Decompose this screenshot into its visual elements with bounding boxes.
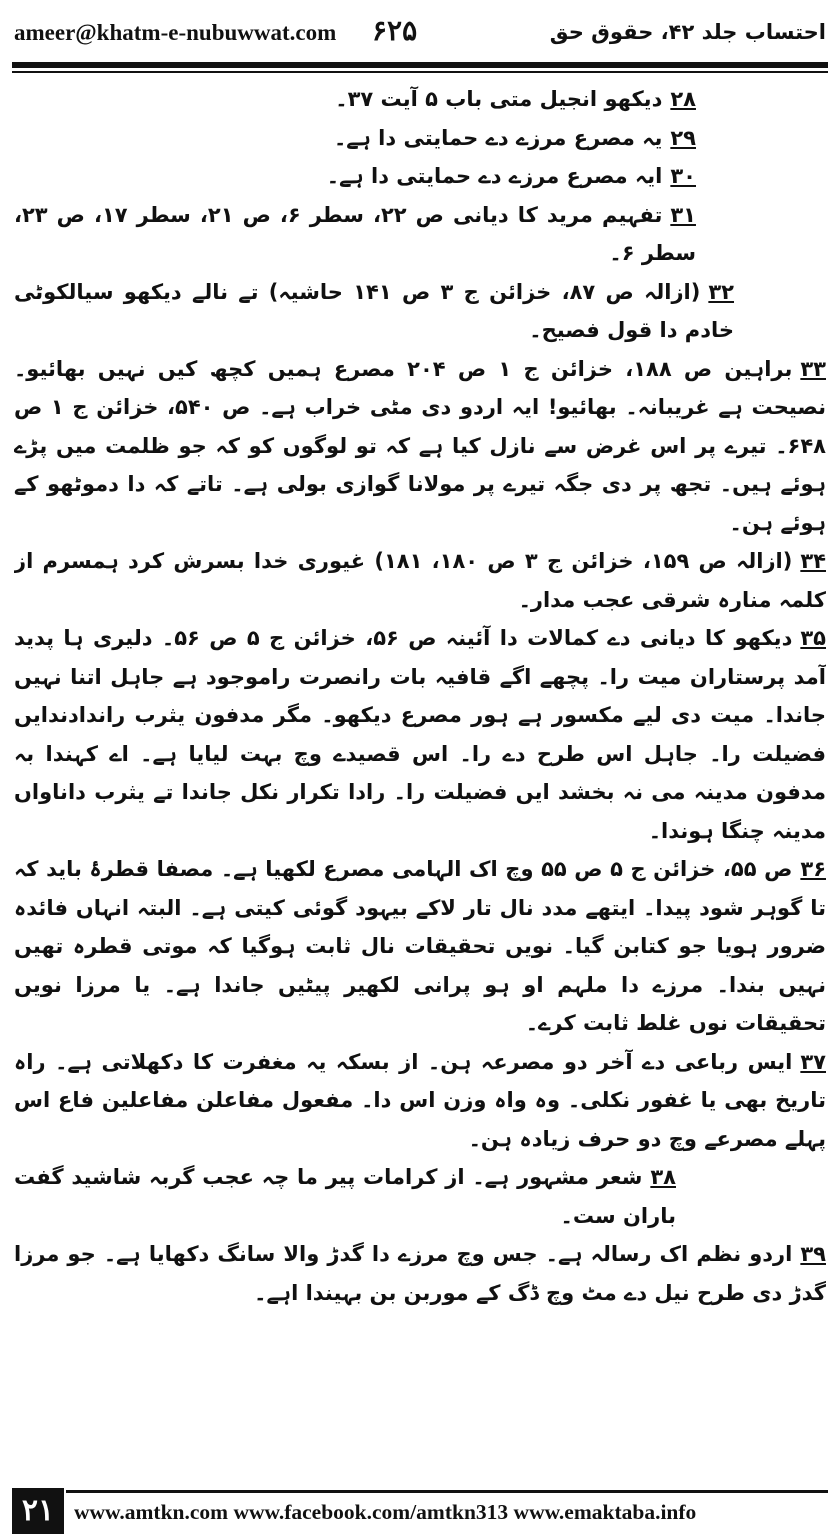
footnote-number: ۳۰ [670, 164, 696, 188]
header-email: ameer@khatm-e-nubuwwat.com [14, 20, 337, 45]
page-footer [0, 1488, 840, 1540]
footnote-number: ۲۹ [670, 125, 696, 150]
footnote [14, 80, 826, 119]
footnote-text: شعر مشہور ہے۔ از کرامات پیر ما چہ عجب گربہ شاشید گفت باران ست۔ [14, 1165, 676, 1228]
footer-rule [66, 1490, 828, 1493]
footnote-number: ۳۸ [650, 1165, 676, 1189]
footnote [14, 196, 826, 273]
page-header [0, 0, 840, 72]
footer-urls: www.amtkn.com www.facebook.com/amtkn313 www.emaktaba.info [74, 1500, 697, 1524]
footnote-number: ۲۸ [670, 87, 696, 111]
footnote-text: ایس رباعی دے آخر دو مصرعہ ہن۔ از بسکہ یہ مغفرت کا دکھلاتی ہے۔ راہ تاریخ بھی یا غفور نکلی۔ وہ واہ وزن اس دا۔ مفعول مفاعلن مفاعلین فاع اس پہلے مصرعے وچ دو حرف زیادہ ہن۔ [14, 1049, 826, 1151]
footnote [14, 119, 826, 158]
footnote-text: ایہ مصرع مرزے دے حمایتی دا ہے۔ [326, 164, 663, 188]
footnote-text: دیکھو انجیل متی باب ۵ آیت ۳۷۔ [335, 87, 663, 111]
footnote [14, 1235, 826, 1312]
footnote-number: ۳۱ [670, 202, 696, 227]
footnote [14, 350, 826, 543]
footnote-text: دیکھو کا دیانی دے کمالات دا آئینہ ص ۵۶، خزائن ج ۵ ص ۵۶۔ دلیری ہا پدید آمد پرستاران میت را۔ پچھے اگے قافیہ بات رانصرت راموجود ہے جاہل اتنا نہیں جاندا۔ میت دی لیے مکسور ہے ہور مصرع دیکھو۔ مگر مدفون یثرب راندادندایں فضیلت را۔ جاہل اس طرح دے را۔ اس قصیدے وچ بہت لیایا ہے۔ اے کہندا بہ مدفون مدینہ می نہ بخشد ایں فضیلت را۔ رادا تکرار نکل جاندا تے یثرب داناواں مدینہ چنگا ہوندا۔ [14, 626, 826, 843]
footnotes-body [14, 80, 826, 1470]
footnote [14, 1158, 826, 1235]
footnote-number: ۳۷ [800, 1049, 826, 1074]
footnote [14, 850, 826, 1043]
footnote [14, 273, 826, 350]
book-title: احتساب جلد ۴۲، حقوق حق [549, 20, 826, 44]
footnote-number: ۳۶ [800, 857, 826, 881]
footnote-text: براہین ص ۱۸۸، خزائن ج ۱ ص ۲۰۴ مصرع ہمیں کچھ کیں نہیں بھائیو۔ نصیحت ہے غریبانہ۔ بھائیو! ایہ اردو دی مٹی خراب ہے۔ ص ۵۴۰، خزائن ج ۱ ص ۶۴۸۔ تیرے پر اس غرض سے نازل کیا ہے کہ تو لوگوں کو کہ جو ظلمت میں پڑے ہوئے ہیں۔ تجھ پر دی جگہ تیرے پر مولانا گوازی بولی ہے۔ تاتے کہ دا دموٹھو کے ہوئے ہن۔ [14, 356, 826, 535]
page-number: ۶۲۵ [372, 14, 418, 47]
header-rule-thick [12, 62, 828, 68]
footnote-text: (ازالہ ص ۸۷، خزائن ج ۳ ص ۱۴۱ حاشیہ) تے نالے دیکھو سیالکوٹی خادم دا قول فصیح۔ [14, 279, 734, 342]
footnote-number: ۳۲ [708, 279, 734, 304]
footnote-number: ۳۵ [800, 626, 826, 650]
header-rule-thin [12, 71, 828, 73]
footnote-text: یہ مصرع مرزے دے حمایتی دا ہے۔ [333, 125, 663, 150]
footnote-text: ص ۵۵، خزائن ج ۵ ص ۵۵ وچ اک الہامی مصرع لکھیا ہے۔ مصفا قطرۂ باید کہ تا گوہر شود پیدا۔ ایتھے مدد نال تار لاکے بیہود گوئی کیتی ہے۔ البتہ انہاں فائدہ ضرور ہویا جو کتابن گیا۔ نویں تحقیقات نال ثابت ہوگیا کہ موتی قطرہ تھیں نہیں بندا۔ مرزے دا ملہم او ہو پرانی لکھیر پیٹیں جاندا ہے۔ یا مرزا نویں تحقیقات نوں غلط ثابت کرے۔ [14, 857, 826, 1035]
footnote-text: (ازالہ ص ۱۵۹، خزائن ج ۳ ص ۱۸۰، ۱۸۱) غیوری خدا بسرش کرد ہمسرم از کلمہ منارہ شرقی عجب مدار۔ [14, 549, 826, 612]
footnote-text: تفہیم مرید کا دیانی ص ۲۲، سطر ۶، ص ۲۱، سطر ۱۷، ص ۲۳، سطر ۶۔ [14, 202, 696, 265]
footnote [14, 619, 826, 850]
footnote [14, 157, 826, 196]
footnote-number: ۳۴ [800, 549, 826, 573]
footnote [14, 1043, 826, 1159]
footnote-number: ۳۹ [800, 1242, 826, 1266]
footnote-text: اردو نظم اک رسالہ ہے۔ جس وچ مرزے دا گدڑ والا سانگ دکھایا ہے۔ جو مرزا گدڑ دی طرح نیل دے مٹ وچ ڈگ کے موربن بن بہیندا اہے۔ [14, 1242, 826, 1305]
footer-page-box: ۲۱ [12, 1488, 64, 1534]
footnote-number: ۳۳ [800, 356, 826, 381]
footnote [14, 542, 826, 619]
